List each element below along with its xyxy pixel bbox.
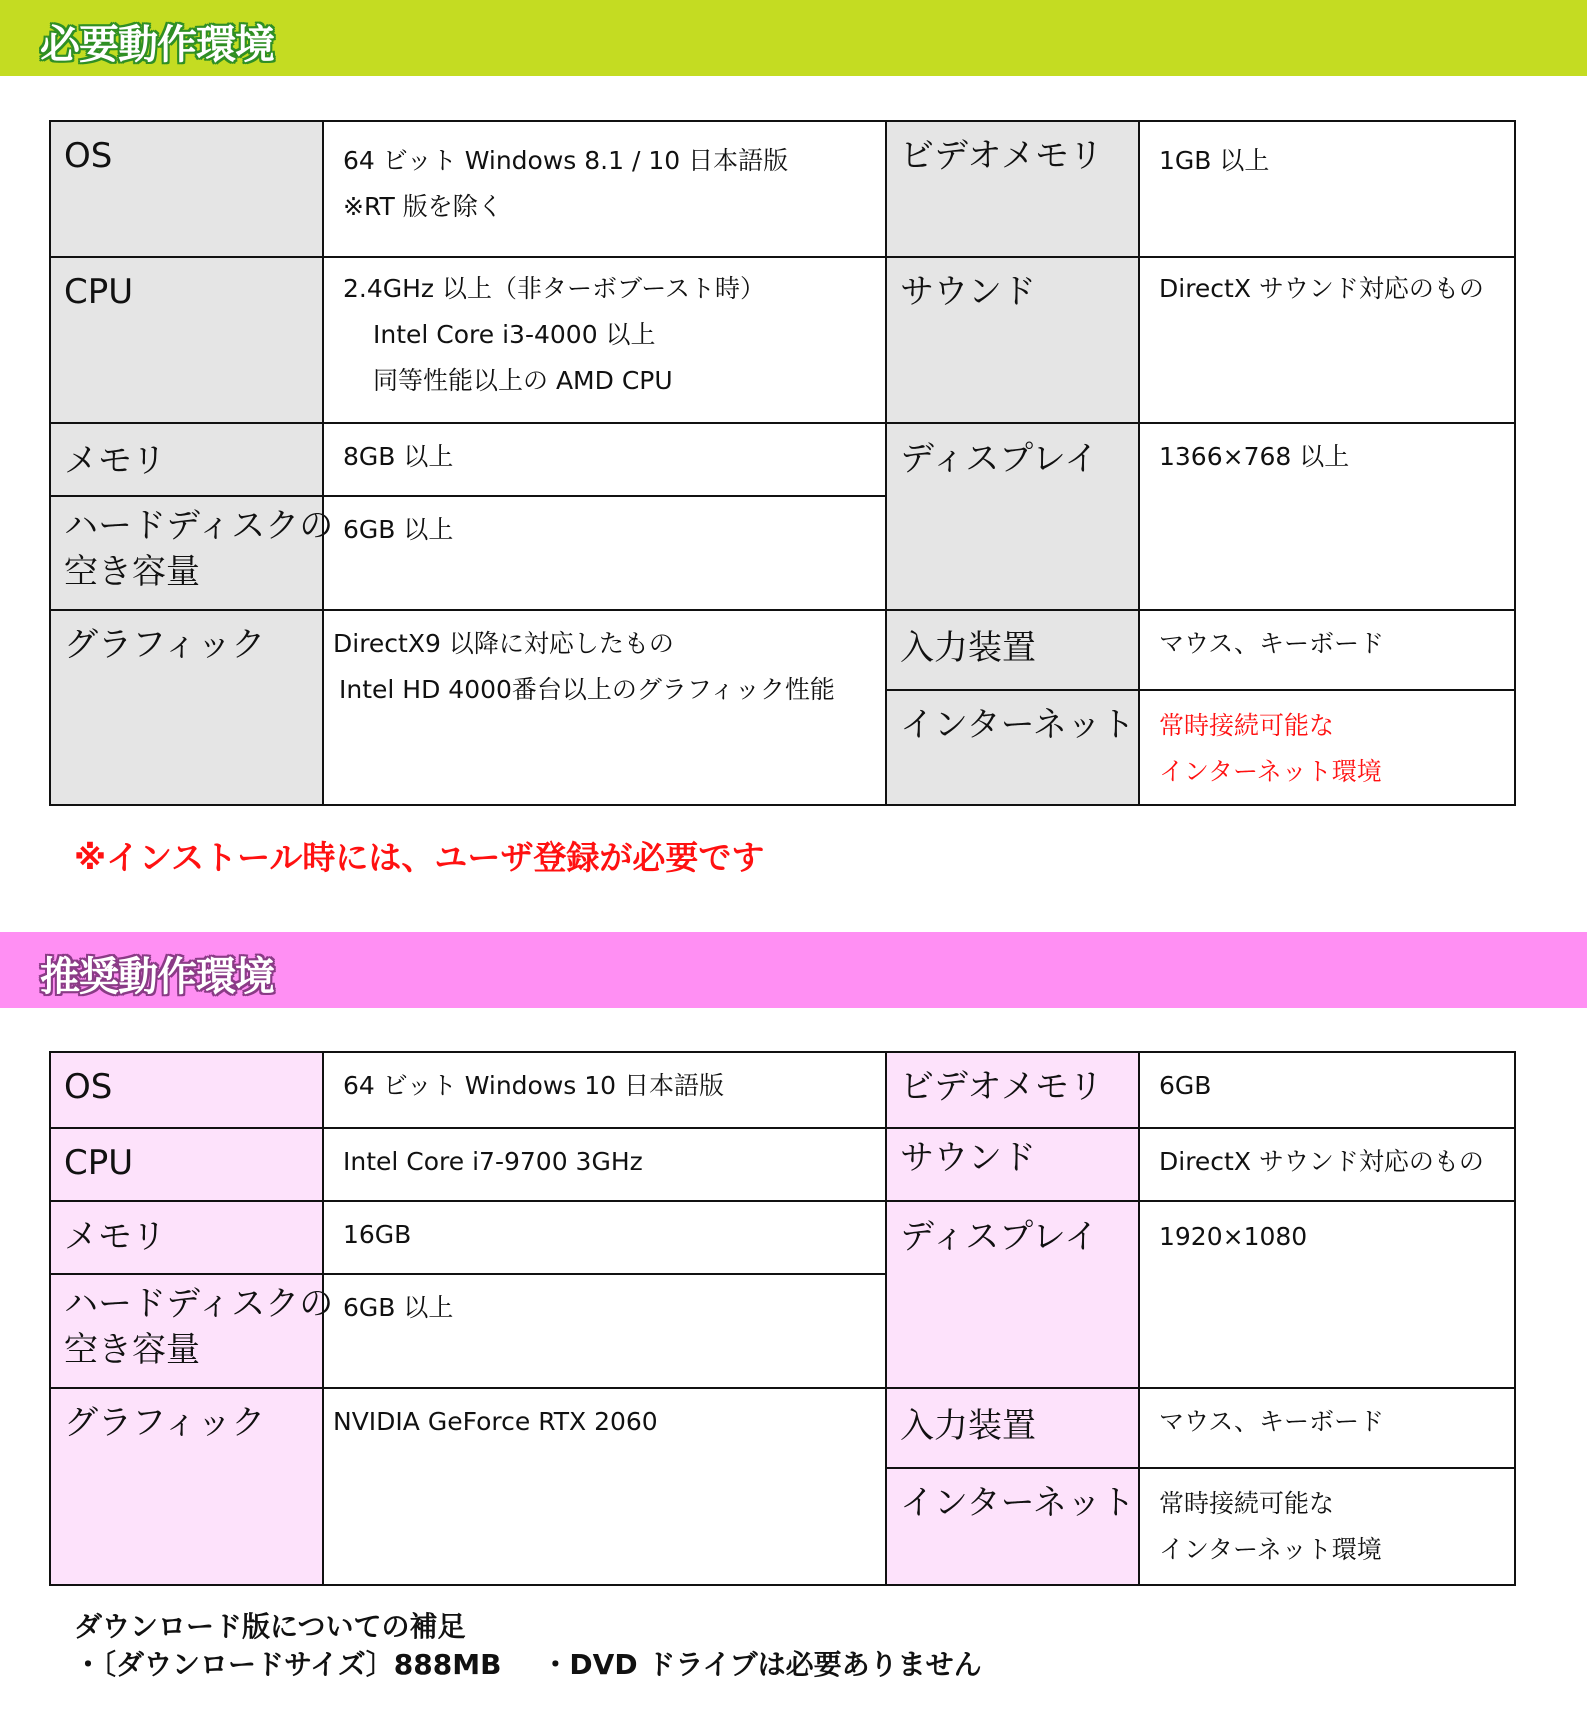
- rec-sound-label: サウンド: [887, 1129, 1140, 1202]
- min-memory-value: 8GB 以上: [324, 424, 887, 497]
- minimum-spec-table: [49, 120, 1516, 806]
- rec-os-value: 64 ビット Windows 10 日本語版: [324, 1053, 887, 1129]
- recommended-heading: 推奨動作環境: [40, 954, 274, 1000]
- recommended-spec-table: [49, 1051, 1516, 1586]
- download-notes: [74, 1608, 982, 1684]
- min-cpu-line1: 2.4GHz 以上（非ターボブースト時）: [343, 274, 766, 303]
- min-graphics-line2: Intel HD 4000番台以上のグラフィック性能: [339, 675, 835, 704]
- min-internet-value: [1140, 691, 1514, 804]
- rec-input-value: マウス、キーボード: [1140, 1389, 1514, 1469]
- minimum-requirements-heading: 必要動作環境: [40, 22, 274, 68]
- min-os-line2: ※RT 版を除く: [343, 192, 503, 221]
- min-cpu-value: [324, 258, 887, 424]
- min-disk-label-line2: 空き容量: [64, 552, 200, 592]
- rec-graphics-label: グラフィック: [51, 1389, 324, 1584]
- min-vram-label: ビデオメモリ: [887, 122, 1140, 258]
- rec-cpu-value: Intel Core i7-9700 3GHz: [324, 1129, 887, 1202]
- min-disk-value: 6GB 以上: [324, 497, 887, 611]
- minimum-requirements-banner: [0, 0, 1587, 76]
- rec-memory-label: メモリ: [51, 1202, 324, 1275]
- rec-internet-value: [1140, 1469, 1514, 1584]
- rec-internet-line1: 常時接続可能な: [1159, 1489, 1335, 1518]
- download-notes-items: [74, 1646, 982, 1684]
- rec-display-value: 1920×1080: [1140, 1202, 1514, 1389]
- rec-disk-label: [51, 1275, 334, 1389]
- rec-cpu-label: CPU: [51, 1129, 324, 1202]
- min-os-value: [324, 122, 887, 258]
- rec-disk-label-line2: 空き容量: [64, 1330, 200, 1370]
- rec-display-label: ディスプレイ: [887, 1202, 1140, 1389]
- min-graphics-value: [324, 611, 887, 804]
- rec-sound-value: DirectX サウンド対応のもの: [1140, 1129, 1514, 1202]
- min-cpu-line3: 同等性能以上の AMD CPU: [373, 366, 673, 395]
- rec-graphics-value: NVIDIA GeForce RTX 2060: [324, 1389, 887, 1584]
- download-notes-title: ダウンロード版についての補足: [74, 1610, 466, 1643]
- min-internet-line1: 常時接続可能な: [1159, 711, 1335, 740]
- rec-vram-label: ビデオメモリ: [887, 1053, 1140, 1129]
- min-internet-label: インターネット: [887, 691, 1140, 804]
- rec-disk-label-line1: ハードディスクの: [64, 1284, 334, 1324]
- min-internet-line2: インターネット環境: [1159, 757, 1382, 786]
- min-memory-label: メモリ: [51, 424, 324, 497]
- min-graphics-line1: DirectX9 以降に対応したもの: [333, 629, 674, 658]
- registration-required-note: ※インストール時には、ユーザ登録が必要です: [74, 838, 765, 877]
- min-sound-value: DirectX サウンド対応のもの: [1140, 258, 1514, 424]
- min-disk-label: [51, 497, 334, 611]
- min-sound-label: サウンド: [887, 258, 1140, 424]
- rec-internet-label: インターネット: [887, 1469, 1140, 1584]
- rec-input-label: 入力装置: [887, 1389, 1140, 1469]
- min-disk-label-line1: ハードディスクの: [64, 506, 334, 546]
- rec-os-label: OS: [51, 1053, 324, 1129]
- rec-memory-value: 16GB: [324, 1202, 887, 1275]
- rec-vram-value: 6GB: [1140, 1053, 1514, 1129]
- min-display-label: ディスプレイ: [887, 424, 1140, 611]
- dvd-not-required-note: ・DVD ドライブは必要ありません: [541, 1648, 982, 1681]
- min-input-label: 入力装置: [887, 611, 1140, 691]
- min-display-value: 1366×768 以上: [1140, 424, 1514, 611]
- min-os-line1: 64 ビット Windows 8.1 / 10 日本語版: [343, 146, 789, 175]
- min-vram-value: 1GB 以上: [1140, 122, 1514, 258]
- download-size-note: ・〔ダウンロードサイズ〕888MB: [74, 1648, 502, 1681]
- min-cpu-line2: Intel Core i3-4000 以上: [373, 320, 656, 349]
- recommended-banner: [0, 932, 1587, 1008]
- min-input-value: マウス、キーボード: [1140, 611, 1514, 691]
- min-cpu-label: CPU: [51, 258, 324, 424]
- rec-disk-value: 6GB 以上: [324, 1275, 887, 1389]
- rec-internet-line2: インターネット環境: [1159, 1535, 1382, 1564]
- min-os-label: OS: [51, 122, 324, 258]
- min-graphics-label: グラフィック: [51, 611, 324, 804]
